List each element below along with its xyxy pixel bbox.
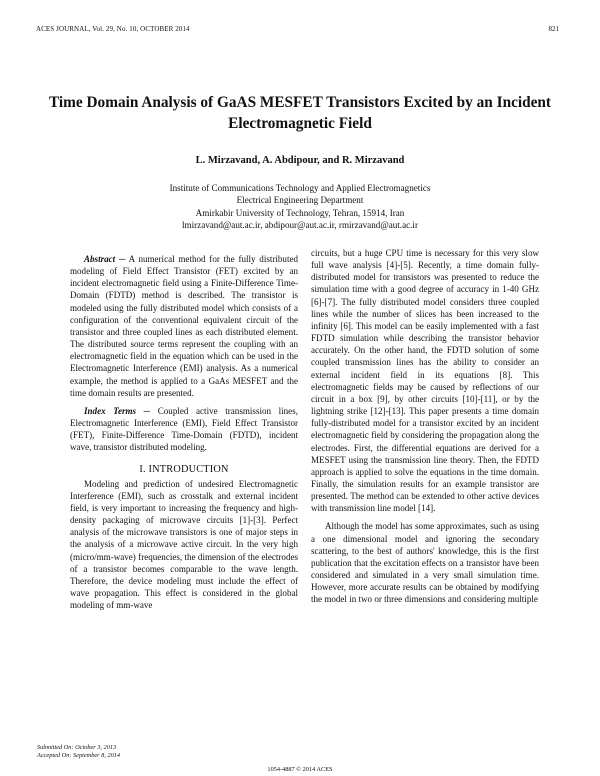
affiliation-emails: lmirzavand@aut.ac.ir, abdipour@aut.ac.ir, rmirzavand@aut.ac.ir	[182, 219, 418, 230]
submitted-date: Submitted On: October 3, 2013	[37, 744, 117, 751]
page-number: 821	[548, 25, 559, 33]
paper-title: Time Domain Analysis of GaAS MESFET Transistors Excited by an Incident Electromagnetic Field	[48, 94, 552, 132]
intro-paragraph-1-continued: circuits, but a huge CPU time is necessary for this very slow full wave analysis [4]-[5]. Recently, a time domain fully-distributed model for transistors was presented to reduce the simulation time with a good degree of accuracy in 1-40 GHz [6]-[7]. The fully distributed model considers three coupled lines while the number of slices has been increased to the infinity [6]. This model can be easily implemented with a fast FDTD simulation while describing the transistor behavior accurately. On the other hand, the FDTD solution of some coupled transmission lines has the ability to consider an external incident field in its equations [8]. This electromagnetic fields may be caused by reflections of our circuit in a box [9], by other circuits [10]-[11], or by the lightning strike [12]-[13]. This paper presents a time domain fully-distributed model for a transistor excited by an incident electromagnetic field by considering the propagation along the electrodes. First, the differential equations are derived for a MESFET using the transmission line theory. Then, the FDTD approach is applied to solve the equations in the time domain. Finally, the simulation results for an example transistor are presented. The method can be extended to other active devices with transmission line model [14].	[311, 248, 539, 514]
index-terms-label: Index Terms	[84, 405, 137, 416]
abstract	[70, 253, 298, 399]
affiliation-university: Amirkabir University of Technology, Tehran, 15914, Iran	[195, 207, 405, 218]
intro-paragraph-2: Although the model has some approximates, such as using a one dimensional model and ignoring the secondary scattering, to the best of authors' knowledge, this is the first publication that the excitation effects on a transistor have been considered and simulated in a very small simulation time. However, more accurate results can be obtained by modifying the model in two or three dimensions and considering multiple	[311, 521, 539, 605]
abstract-dash: ─	[115, 254, 129, 264]
right-column	[311, 247, 539, 606]
section-heading: I. INTRODUCTION	[139, 463, 229, 475]
copyright-footer: 1054-4887 © 2014 ACES	[267, 766, 333, 773]
abstract-label: Abstract	[84, 254, 116, 264]
accepted-date: Accepted On: September 8, 2014	[37, 752, 121, 759]
affiliation-institute: Institute of Communications Technology and Applied Electromagnetics	[169, 183, 431, 193]
abstract-text: A numerical method for the fully distributed modeling of Field Effect Transistor (FET) excited by an incident electromagnetic field using a Finite-Difference Time-Domain (FDTD) method is described. The transistor is modeled using the fully distributed model which consists of a configuration of the conventional equivalent circuit of the transistor and three coupled lines as each distributed element. The distributed source terms represent the coupling with an electromagnetic field in the equation which can be used in the Electromagnetic Interference (EMI) analysis. As a numerical example, the method is applied to a GaAs MESFET and the time domain results are presented.	[70, 254, 299, 398]
intro-paragraph-1: Modeling and prediction of undesired Electromagnetic Interference (EMI), such as crosstalk and external incident field, is very important to increasing the frequency and high-density packaging of microwave circuits [1]-[3]. Perfect analysis of the microwave transistors is one of major steps in the analysis of a microwave active circuit. In the very high (micro/mm-wave) frequencies, the dimension of the electrodes of a transistor becomes comparable to the wave length. Therefore, the device modeling must include the effect of wave propagation. This effect is considered in the global modeling of mm-wave	[70, 478, 298, 611]
index-terms-text: Coupled active transmission lines, Electromagnetic Interference (EMI), Field Effect Transistor (FET), Finite-Difference Time-Domain (FDTD), incident wave, transistor distributed modeling.	[70, 405, 298, 453]
index-terms	[70, 405, 298, 454]
left-column	[70, 253, 298, 611]
affiliation	[40, 182, 560, 231]
running-header-journal: ACES JOURNAL, Vol. 29, No. 10, OCTOBER 2014	[36, 25, 190, 33]
affiliation-department: Electrical Engineering Department	[236, 195, 364, 206]
author-list: L. Mirzavand, A. Abdipour, and R. Mirzavand	[195, 155, 405, 166]
submission-dates	[37, 744, 120, 760]
index-terms-dash: ─	[136, 405, 158, 416]
